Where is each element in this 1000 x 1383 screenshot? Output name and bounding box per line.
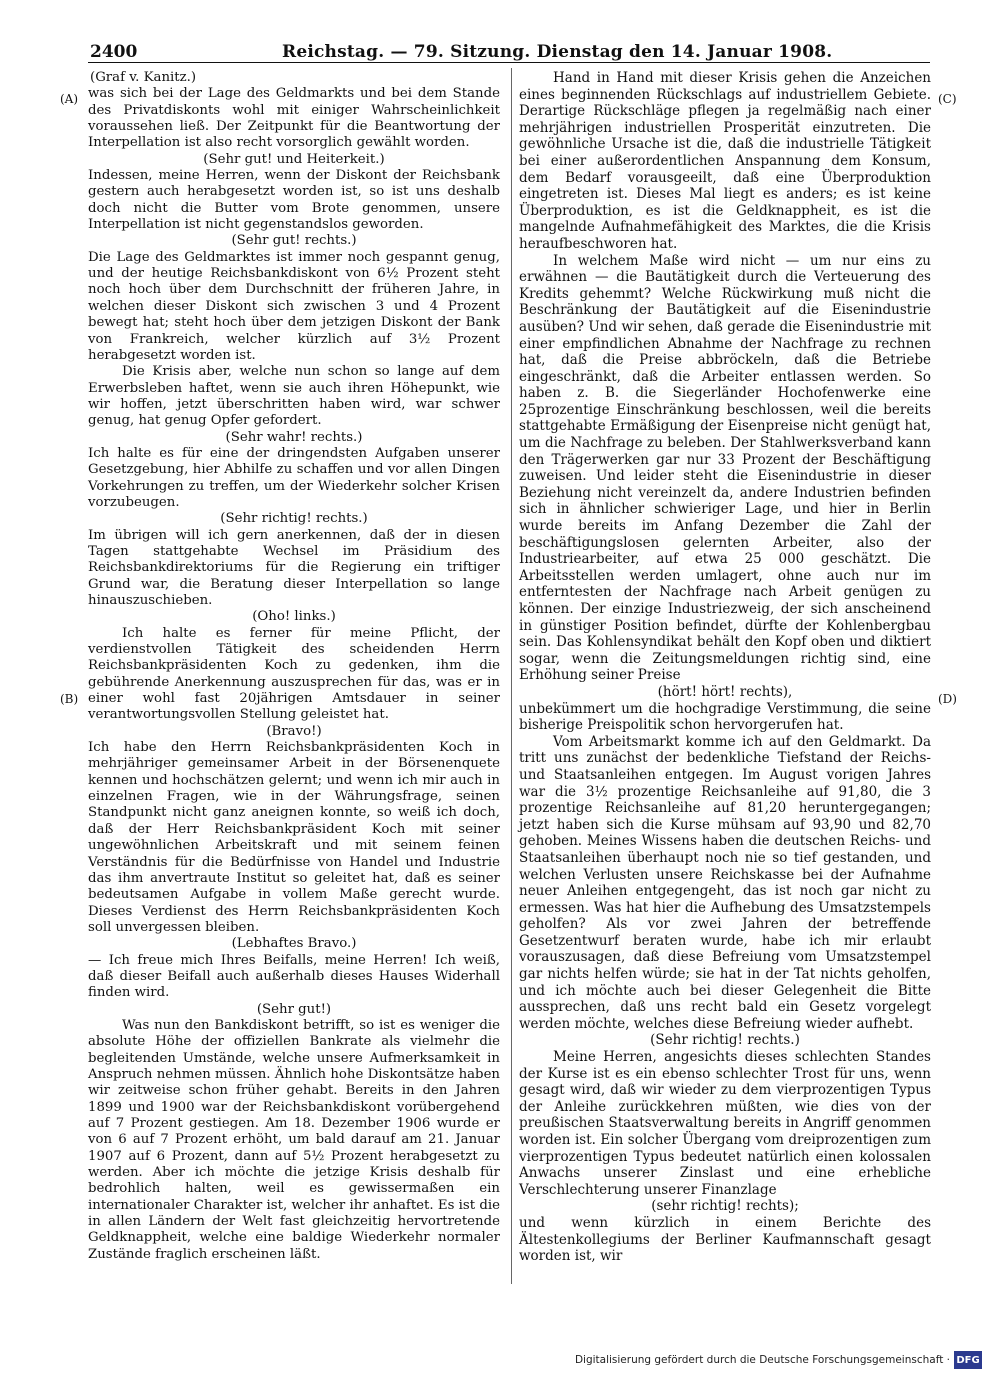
paragraph: Vom Arbeitsmarkt komme ich auf den Geldmarkt. Da tritt uns zunächst der bedenkliche Tiefstand der Reichs- und Staatsanleihen entgegen. Im August vorigen Jahres war die 3½ prozentige Reichsanleihe auf 91,80, die 3 prozentige Reichsanleihe auf 81,20 heruntergegangen; jetzt haben sich die Kurse mühsam auf 93,90 und 82,70 gehoben. Meines Wissens haben die deutschen Reichs- und Staatsanleihen überhaupt noch nie so tief gestanden, und welchen Verlusten unsere Reichskasse bei der Aufnahme neuer Anleihen entgegengeht, das ist noch gar nicht zu ermessen. Was hat hier die Aufhebung des Umsatzstempels geholfen? Als vor zwei Jahren der betreffende Gesetzentwurf beraten wurde, habe ich mir erlaubt vorauszusagen, daß diese Befreiung vom Umsatzstempel gar nichts helfen würde; sie hat in der Tat nichts geholfen, und ich möchte auch bei dieser Gelegenheit die Bitte aussprechen, daß uns recht bald ein Gesetz vorgelegt werden möchte, welches diese Befreiung wieder aufhebt. [519, 733, 931, 1032]
paragraph: In welchem Maße wird nicht — um nur eins zu erwähnen — die Bautätigkeit durch die Verteuerung des Kredits gehemmt? Welche Rückwirkung muß nicht die Beschränkung der Bautätigkeit auf die Eisenindustrie ausüben? Und wir sehen, daß gerade die Eisenindustrie mit einer empfindlichen Abnahme der Nachfrage zu rechnen hat, daß die Preise abbröckeln, daß die Betriebe eingeschränkt, daß die Arbeiter entlassen werden. So haben z. B. die Siegerländer Hochofenwerke eine 25prozentige Einschränkung beschlossen, weil die bereits stattgehabte Ermäßigung der Eisenpreise nicht genügt hat, um die Nachfrage zu beleben. Der Stahlwerksverband kann den Trägerwerken gar nur 33 Prozent der Beschäftigung zuweisen. Und leider steht die Eisenindustrie in dieser Beziehung nicht vereinzelt da, andere Industrien befinden sich in ähnlicher schwieriger Lage, und hier in Berlin wurde bereits im Anfang Dezember die Zahl der beschäftigungslosen gelernten Arbeiter, also der Industriearbeiter, auf etwa 25 000 geschätzt. Die Arbeitsstellen werden umlagert, ohne auch nur im entferntesten der Nachfrage nach Arbeit genügen zu können. Der einzige Industriezweig, der sich anscheinend in günstiger Position befindet, dürfte der Kohlenbergbau sein. Das Kohlensyndikat behält den Kopf oben und diktiert sogar, wenn die Zeitungsmeldungen richtig sind, eine Erhöhung seiner Preise [519, 252, 931, 684]
paragraph: Ich halte es ferner für meine Pflicht, der verdienstvollen Tätigkeit des scheidenden Herrn Reichsbankpräsidenten Koch zu gedenken, ihm die gebührende Anerkennung auszusprechen für das, was er in einer wohl fast 20jährigen Amtsdauer in seiner verantwortungsvollen Stellung geleistet hat. [88, 625, 500, 723]
speaker-label: (Graf v. Kanitz.) [90, 70, 197, 85]
paragraph: Die Krisis aber, welche nun schon so lange auf dem Erwerbsleben haftet, wenn sie auch ihren Höhepunkt, wie wir hoffen, jetzt überschritten haben wird, war schwer genug, hat genug Opfer gefordert. [88, 364, 500, 429]
dfg-logo-text: DFG [956, 1354, 980, 1366]
interjection: (Sehr gut! und Heiterkeit.) [203, 151, 385, 167]
paragraph: und wenn kürzlich in einem Berichte des Ältestenkollegiums der Berliner Kaufmannschaft gesagt worden ist, wir [519, 1214, 931, 1265]
margin-marker-c: (C) [938, 92, 957, 106]
interjection: (Bravo!) [266, 723, 322, 739]
left-column [88, 70, 500, 1263]
paragraph: Hand in Hand mit dieser Krisis gehen die Anzeichen eines beginnenden Rückschlags auf industriellem Gebiete. Derartige Rückschläge pflegen ja regelmäßig nach einer mehrjährigen industriellen Prosperität einzutreten. Die gewöhnliche Ursache ist die, daß die industrielle Tätigkeit bei einer außerordentlichen Anspannung dem Konsum, dem Bedarf vorausgeeilt, daß eine Überproduktion eingetreten ist. Dieses Mal liegt es anders; es ist keine Überproduktion, es ist die Geldknappheit, es ist die mangelnde Aufnahmefähigkeit des Marktes, die die Krisis heraufbeschworen hat. [519, 70, 931, 252]
interjection: (Sehr gut!) [256, 1001, 332, 1017]
interjection: (sehr richtig! rechts); [651, 1198, 799, 1215]
margin-marker-d: (D) [938, 692, 957, 706]
paragraph: Indessen, meine Herren, wenn der Diskont der Reichsbank gestern auch herabgesetzt worden ist, so ist uns deshalb doch nicht die Butter vom Brote genommen, unsere Interpellation ist nicht gegenstandslos geworden. [88, 168, 500, 233]
footer-credit: Digitalisierung gefördert durch die Deutsche Forschungsgemeinschaft · [574, 1354, 950, 1366]
interjection: (Sehr richtig! rechts.) [220, 511, 368, 527]
interjection: (Sehr gut! rechts.) [231, 233, 357, 249]
paragraph: Ich habe den Herrn Reichsbankpräsidenten Koch in mehrjähriger gemeinsamer Arbeit in der Börsenenquete kennen und hochschätzen gelernt; und wenn ich mir auch in einzelnen Fragen, wie in der Währungsfrage, seinen Standpunkt nicht ganz aneignen konnte, so weiß ich doch, daß der Herr Reichsbankpräsident Koch mit seiner ungewöhnlichen Arbeitskraft und mit seinem feinen Verständnis für die Bedürfnisse von Handel und Industrie das ihm anvertraute Institut so geleitet hat, daß es seiner bedeutsamen Aufgabe in vollem Maße gerecht wurde. Dieses Verdienst des Herrn Reichsbankpräsidenten Koch soll unvergessen bleiben. [88, 740, 500, 935]
paragraph: Im übrigen will ich gern anerkennen, daß der in diesen Tagen stattgehabte Wechsel im Präsidium des Reichsbankdirektoriums für die Regierung ein triftiger Grund war, die Beratung dieser Interpellation so lange hinauszuschieben. [88, 527, 500, 608]
interjection: (hört! hört! rechts), [657, 683, 793, 700]
header-rule [88, 62, 930, 63]
interjection: (Oho! links.) [252, 609, 336, 625]
dfg-logo [954, 1351, 982, 1369]
page-header [0, 26, 1000, 66]
interjection: (Lebhaftes Bravo.) [231, 936, 357, 952]
margin-marker-b: (B) [60, 692, 79, 706]
paragraph: Meine Herren, angesichts dieses schlechten Standes der Kurse ist es ein ebenso schlechter Trost für uns, wenn gesagt wird, daß wir wieder zu dem vierprozentigen Typus der Anleihe zurückkehren müßten, wie dies von der preußischen Staatsverwaltung bereits in Angriff genommen worden ist. Ein solcher Übergang vom dreiprozentigen zum vierprozentigen Typus bedeutet natürlich einen kolossalen Anwachs unserer Zinslast und eine erhebliche Verschlechterung unserer Finanzlage [519, 1049, 931, 1198]
interjection: (Sehr richtig! rechts.) [650, 1032, 800, 1049]
right-column [519, 70, 931, 1265]
digitization-footer [575, 1349, 982, 1371]
interjection: (Sehr wahr! rechts.) [225, 429, 363, 445]
margin-marker-a: (A) [60, 92, 79, 106]
paragraph: Was nun den Bankdiskont betrifft, so ist es weniger die absolute Höhe der offiziellen Bankrate als vielmehr die begleitenden Umstände, welche unsere Aufmerksamkeit in Anspruch nehmen müssen. Ähnlich hohe Diskontsätze haben wir zeitweise schon früher gehabt. Bereits in den Jahren 1899 und 1900 war der Reichsbankdiskont vorübergehend auf 7 Prozent gestiegen. Am 18. Dezember 1906 wurde er von 6 auf 7 Prozent erhöht, um bald darauf am 21. Januar 1907 auf 6 Prozent, dann auf 5½ Prozent herabgesetzt zu werden. Aber ich möchte die jetzige Krisis deshalb für bedrohlich halten, weil es gewissermaßen ein internationaler Charakter ist, welcher ihr anhaftet. Es ist die in allen Ländern der Welt fast gleichzeitig hervortretende Geldknappheit, welche eine baldige Wiederkehr normaler Zustände fraglich erscheinen läßt. [88, 1017, 500, 1262]
paragraph: — Ich freue mich Ihres Beifalls, meine Herren! Ich weiß, daß dieser Beifall auch außerhalb dieses Hauses Widerhall finden wird. [88, 952, 500, 1001]
column-divider [511, 68, 512, 1284]
paragraph: unbekümmert um die hochgradige Verstimmung, die seine bisherige Preispolitik schon hervorgerufen hat. [519, 700, 931, 734]
paragraph: Ich halte es für eine der dringendsten Aufgaben unserer Gesetzgebung, hier Abhilfe zu schaffen und vor allen Dingen Vorkehrungen zu treffen, um der Wiederkehr solcher Krisen vorzubeugen. [88, 445, 500, 510]
page-number: 2400 [90, 42, 138, 62]
paragraph: Die Lage des Geldmarktes ist immer noch gespannt genug, und der heutige Reichsbankdiskont von 6½ Prozent steht noch hoch über dem Durchschnitt der früheren Jahre, in welchen dieser Diskont sich zwischen 3 und 4 Prozent bewegt hat; steht hoch über dem jetzigen Diskont der Bank von Frankreich, welcher kürzlich auf 3½ Prozent herabgesetzt worden ist. [88, 249, 500, 363]
running-title: Reichstag. — 79. Sitzung. Dienstag den 14. Januar 1908. [282, 42, 833, 62]
paragraph: was sich bei der Lage des Geldmarkts und bei dem Stande des Privatdiskonts wohl mit einiger Wahrscheinlichkeit voraussehen ließ. Der Zeitpunkt für die Beantwortung der Interpellation ist also recht vorsorglich gewählt worden. [88, 86, 500, 151]
